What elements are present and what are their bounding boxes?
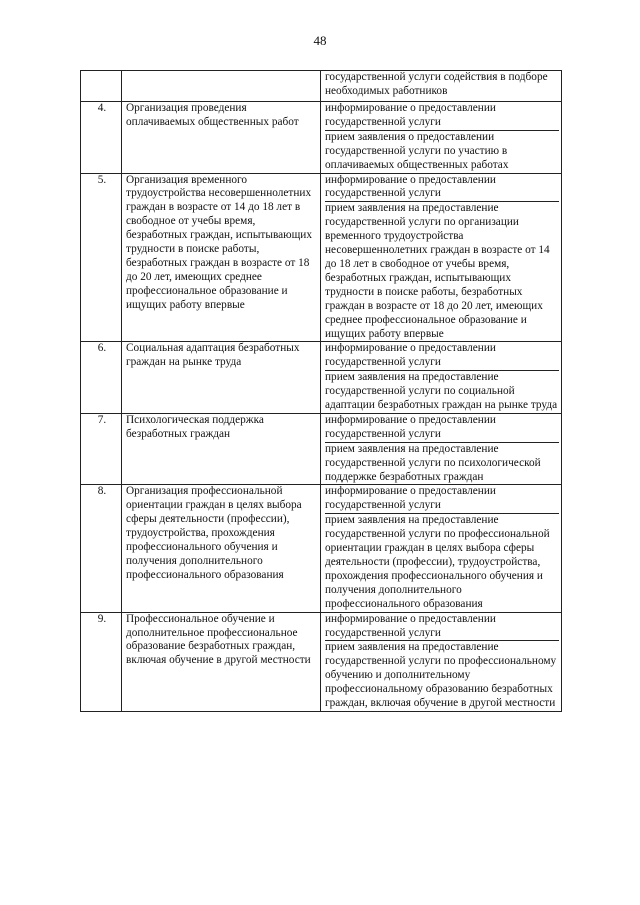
row-number-cell: 9. xyxy=(81,612,122,711)
service-item: информирование о предоставлении государственной услуги xyxy=(325,342,559,371)
table-row xyxy=(81,413,562,485)
service-name-cell: Психологическая поддержка безработных граждан xyxy=(122,413,321,485)
table-row xyxy=(81,102,562,174)
table-row xyxy=(81,485,562,612)
row-number-cell: 8. xyxy=(81,485,122,612)
row-number-cell: 4. xyxy=(81,102,122,174)
page-number: 48 xyxy=(313,33,327,48)
table-row xyxy=(81,71,562,102)
row-number-cell: 6. xyxy=(81,342,122,414)
service-name-cell: Социальная адаптация безработных граждан на рынке труда xyxy=(122,342,321,414)
row-number-cell: 7. xyxy=(81,413,122,485)
service-items-cell xyxy=(321,413,562,485)
service-item: информирование о предоставлении государственной услуги xyxy=(325,485,559,514)
service-items-cell xyxy=(321,485,562,612)
service-items-cell xyxy=(321,102,562,174)
service-item: прием заявления о предоставлении государственной услуги по участию в оплачиваемых общественных работах xyxy=(325,130,509,171)
service-name-cell xyxy=(122,71,321,102)
service-item: информирование о предоставлении государственной услуги xyxy=(325,613,559,642)
service-items-cell xyxy=(321,71,562,102)
service-item: информирование о предоставлении государственной услуги xyxy=(325,174,559,203)
service-name-cell: Профессиональное обучение и дополнительное профессиональное образование безработных граждан, включая обучение в другой местности xyxy=(122,612,321,711)
service-item: информирование о предоставлении государственной услуги xyxy=(325,102,559,131)
service-name-cell: Организация проведения оплачиваемых общественных работ xyxy=(122,102,321,174)
service-item: информирование о предоставлении государственной услуги xyxy=(325,414,559,443)
service-items-cell xyxy=(321,342,562,414)
row-number-cell: 5. xyxy=(81,173,122,342)
service-item: прием заявления на предоставление государственной услуги по профессиональной ориентации граждан в целях выбора сферы деятельности (профессии), трудоустройства, прохождения профессионального обучения и получения дополнительного профессионального образования xyxy=(325,514,550,610)
service-items-cell xyxy=(321,173,562,342)
service-name-cell: Организация профессиональной ориентации граждан в целях выбора сферы деятельности (профессии), трудоустройства, прохождения профессионального обучения и получения дополнительного профессионального образования xyxy=(122,485,321,612)
service-name-cell: Организация временного трудоустройства несовершеннолетних граждан в возрасте от 14 до 18 лет в свободное от учебы время, безработных граждан, испытывающих трудности в поиске работы, безработных граждан в возрасте от 18 до 20 лет, имеющих среднее профессиональное образование и ищущих работу впервые xyxy=(122,173,321,342)
service-item: прием заявления на предоставление государственной услуги по социальной адаптации безработных граждан на рынке труда xyxy=(325,371,558,412)
service-item: государственной услуги содействия в подборе необходимых работников xyxy=(325,71,548,97)
table-row xyxy=(81,173,562,342)
table-row xyxy=(81,342,562,414)
service-item: прием заявления на предоставление государственной услуги по профессиональному обучению и дополнительному профессиональному образованию безработных граждан, включая обучение в другой местности xyxy=(325,641,557,710)
service-items-cell xyxy=(321,612,562,711)
services-table xyxy=(80,70,562,712)
service-item: прием заявления на предоставление государственной услуги по организации временного трудоустройства несовершеннолетних граждан в возрасте от 14 до 18 лет в свободное от учебы время, безработных граждан, испытывающих трудности в поиске работы, безработных граждан в возрасте от 18 до 20 лет, имеющих среднее профессиональное образование и ищущих работу впервые xyxy=(325,202,550,340)
row-number-cell xyxy=(81,71,122,102)
table-row xyxy=(81,612,562,711)
service-item: прием заявления на предоставление государственной услуги по психологической поддержке безработных граждан xyxy=(325,442,541,483)
